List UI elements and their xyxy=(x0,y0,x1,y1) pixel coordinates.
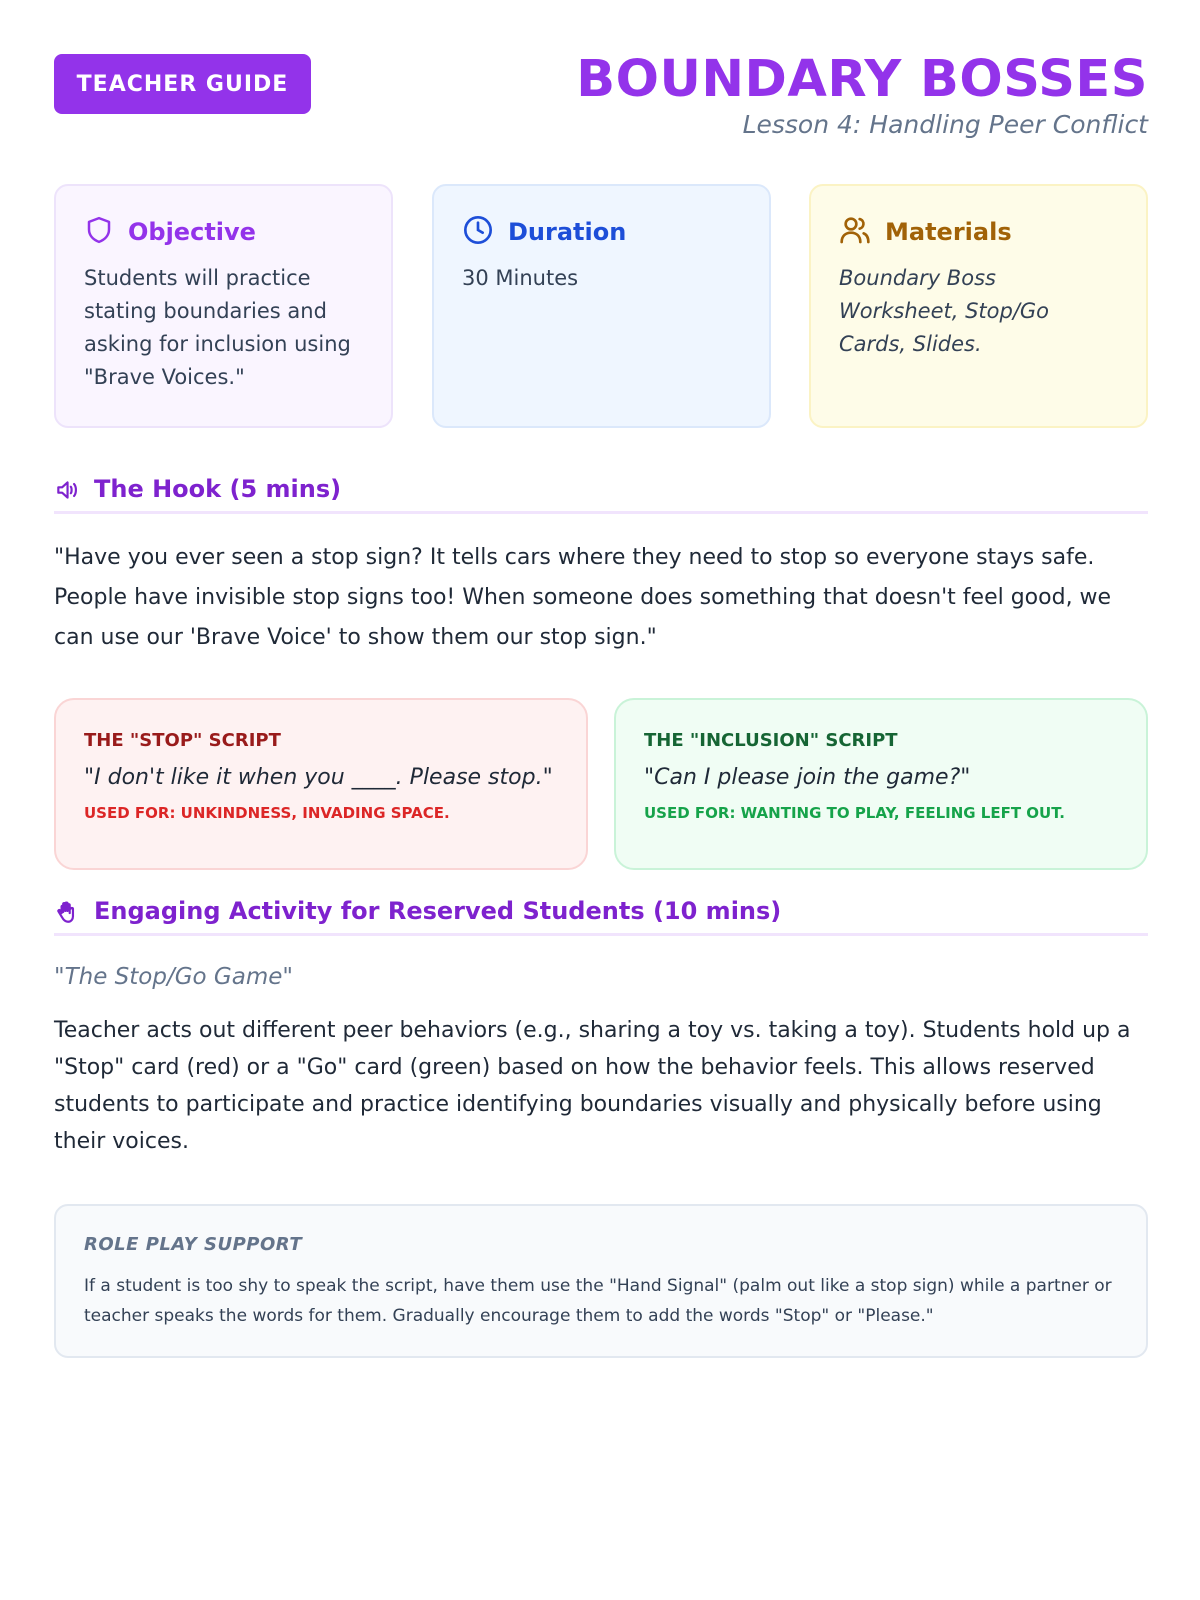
users-icon xyxy=(839,214,885,250)
activity-text: Teacher acts out different peer behaviors (e.g., sharing a toy vs. taking a toy). Students hold up a "Stop" card (red) or a "Go" card (green) based on how the behavior feels. This allows reserved students to participate and practice identifying boundaries visually and physically before using their voices. xyxy=(54,1018,1131,1154)
stop-script-title: THE "STOP" SCRIPT xyxy=(84,730,281,751)
support-text: If a student is too shy to speak the script, have them use the "Hand Signal" (palm out like a stop sign) while a partner or teacher speaks the words for them. Gradually encourage them to add the words "Stop" or "Please." xyxy=(84,1276,1112,1326)
inclusion-script-used-for: USED FOR: WANTING TO PLAY, FEELING LEFT OUT. xyxy=(644,804,1065,822)
info-cards xyxy=(54,184,1148,428)
page-header xyxy=(54,50,1148,164)
duration-title: Duration xyxy=(508,218,627,246)
stop-script-used-for: USED FOR: UNKINDNESS, INVADING SPACE. xyxy=(84,804,450,822)
materials-card xyxy=(809,184,1148,428)
shield-icon xyxy=(84,214,128,250)
page-title: BOUNDARY BOSSES xyxy=(576,50,1148,109)
objective-card-header xyxy=(84,216,363,248)
speaker-icon xyxy=(54,474,94,507)
role-play-support-box xyxy=(54,1204,1148,1358)
stop-script-quote: "I don't like it when you ____. Please stop." xyxy=(84,765,553,790)
objective-text: Students will practice stating boundaries and asking for inclusion using "Brave Voices." xyxy=(84,266,351,389)
hand-icon xyxy=(54,896,94,929)
duration-text: 30 Minutes xyxy=(462,266,579,290)
inclusion-script-card xyxy=(614,698,1148,870)
inclusion-script-title: THE "INCLUSION" SCRIPT xyxy=(644,730,898,751)
activity-name: "The Stop/Go Game" xyxy=(54,964,293,990)
teacher-guide-page xyxy=(54,50,1148,1326)
hook-title: The Hook (5 mins) xyxy=(94,475,342,503)
support-title: ROLE PLAY SUPPORT xyxy=(84,1234,303,1255)
clock-icon xyxy=(462,214,508,250)
inclusion-script-quote: "Can I please join the game?" xyxy=(644,765,971,790)
teacher-guide-badge: TEACHER GUIDE xyxy=(54,54,311,114)
hook-text: "Have you ever seen a stop sign? It tells cars where they need to stop so everyone stays safe. People have invisible stop signs too! When someone does something that doesn't feel good, we can use our 'Brave Voice' to show them our stop sign." xyxy=(54,545,1112,650)
hook-section-header xyxy=(54,474,1148,514)
materials-text: Boundary Boss Worksheet, Stop/Go Cards, Slides. xyxy=(839,266,1050,356)
materials-title: Materials xyxy=(885,218,1012,246)
activity-title: Engaging Activity for Reserved Students (10 mins) xyxy=(94,897,782,925)
activity-section-header xyxy=(54,896,1148,936)
duration-card-header xyxy=(462,216,741,248)
lesson-subtitle: Lesson 4: Handling Peer Conflict xyxy=(742,110,1148,139)
stop-script-card xyxy=(54,698,588,870)
materials-card-header xyxy=(839,216,1118,248)
objective-title: Objective xyxy=(128,218,256,246)
objective-card xyxy=(54,184,393,428)
duration-card xyxy=(432,184,771,428)
